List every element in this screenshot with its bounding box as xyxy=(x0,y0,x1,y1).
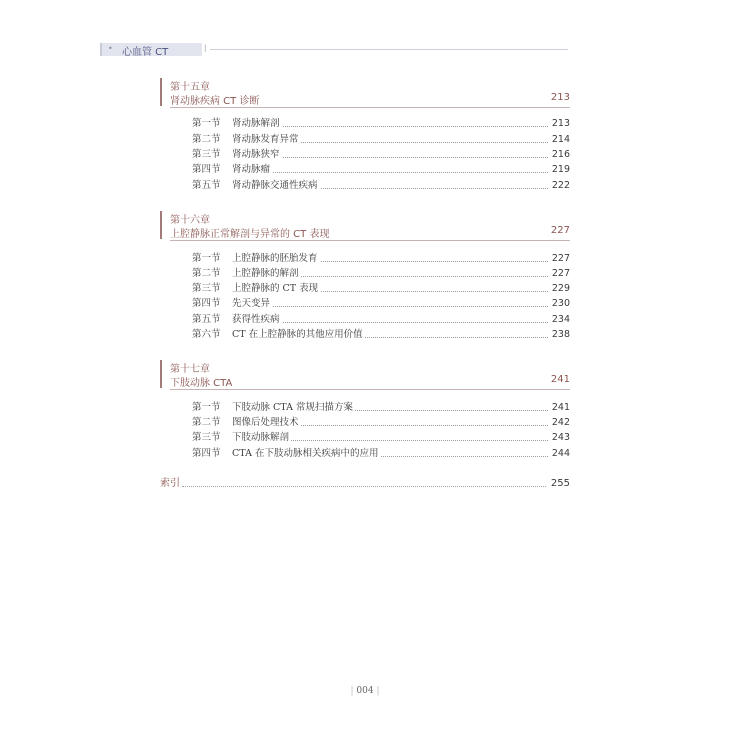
section-page: 219 xyxy=(551,164,570,175)
page-footer xyxy=(345,686,385,696)
section-title: 肾动脉发育异常 xyxy=(232,134,299,145)
toc-entry[interactable] xyxy=(192,447,570,461)
section-number: 第一节 xyxy=(192,253,221,264)
section-number: 第一节 xyxy=(192,402,221,413)
section-title: 上腔静脉的胚胎发育 xyxy=(232,253,318,264)
dot-leader xyxy=(232,172,548,173)
section-title: 肾动脉瘤 xyxy=(232,164,271,175)
section-title: 上腔静脉的 CT 表现 xyxy=(232,283,319,294)
page-number: 004 xyxy=(356,686,374,696)
chapter-number: 第十六章 xyxy=(170,215,210,226)
section-page: 227 xyxy=(551,253,570,264)
chapter-title[interactable]: 肾动脉疾病 CT 诊断 xyxy=(170,96,260,107)
index-page: 255 xyxy=(550,478,570,489)
toc-entry[interactable] xyxy=(192,179,570,193)
section-title: 图像后处理技术 xyxy=(232,417,299,428)
section-number: 第五节 xyxy=(192,314,221,325)
section-number: 第四节 xyxy=(192,164,221,175)
section-title: 肾动脉狭窄 xyxy=(232,149,280,160)
section-page: 222 xyxy=(551,180,570,191)
toc-entry[interactable] xyxy=(192,133,570,147)
index-label: 索引 xyxy=(160,478,180,489)
section-page: 230 xyxy=(551,298,570,309)
chapter-accent-bar xyxy=(160,78,162,106)
chapter-rule xyxy=(170,240,570,241)
index-entry[interactable] xyxy=(160,477,570,491)
dot-leader xyxy=(232,306,548,307)
chapter-heading xyxy=(160,211,570,241)
chapter-accent-bar xyxy=(160,360,162,388)
section-page: 244 xyxy=(551,448,570,459)
chapter-rule xyxy=(170,389,570,390)
toc-entry[interactable] xyxy=(192,252,570,266)
toc-entry[interactable] xyxy=(192,163,570,177)
chapter-heading xyxy=(160,78,570,108)
chapter-page: 213 xyxy=(550,92,570,103)
section-number: 第一节 xyxy=(192,118,221,129)
section-number: 第二节 xyxy=(192,134,221,145)
chapter-number: 第十五章 xyxy=(170,82,210,93)
toc-entry[interactable] xyxy=(192,313,570,327)
toc-entry[interactable] xyxy=(192,431,570,445)
chapter-rule xyxy=(170,107,570,108)
section-title: CTA 在下肢动脉相关疾病中的应用 xyxy=(232,448,379,459)
toc-entry[interactable] xyxy=(192,416,570,430)
chapter-accent-bar xyxy=(160,211,162,239)
header-bullet: • xyxy=(108,44,113,53)
book-title: 心血管 CT xyxy=(122,47,169,58)
section-number: 第四节 xyxy=(192,298,221,309)
chapter-heading xyxy=(160,360,570,390)
chapter-number: 第十七章 xyxy=(170,364,210,375)
chapter-title[interactable]: 上腔静脉正常解剖与异常的 CT 表现 xyxy=(170,229,330,240)
section-title: 肾动脉解剖 xyxy=(232,118,280,129)
section-number: 第六节 xyxy=(192,329,221,340)
toc-entry[interactable] xyxy=(192,297,570,311)
section-number: 第三节 xyxy=(192,149,221,160)
section-page: 243 xyxy=(551,432,570,443)
section-number: 第五节 xyxy=(192,180,221,191)
toc-entry[interactable] xyxy=(192,282,570,296)
section-page: 241 xyxy=(551,402,570,413)
section-page: 229 xyxy=(551,283,570,294)
section-page: 216 xyxy=(551,149,570,160)
footer-bracket-right: | xyxy=(376,686,380,696)
toc-entry[interactable] xyxy=(192,148,570,162)
toc-entry[interactable] xyxy=(192,401,570,415)
chapter-title[interactable]: 下肢动脉 CTA xyxy=(170,378,233,389)
toc-entry[interactable] xyxy=(192,117,570,131)
section-number: 第二节 xyxy=(192,268,221,279)
section-title: 上腔静脉的解剖 xyxy=(232,268,299,279)
header-tick: | xyxy=(204,44,207,52)
toc-entry[interactable] xyxy=(192,267,570,281)
toc-entry[interactable] xyxy=(192,328,570,342)
section-number: 第三节 xyxy=(192,432,221,443)
section-number: 第二节 xyxy=(192,417,221,428)
section-page: 227 xyxy=(551,268,570,279)
section-page: 213 xyxy=(551,118,570,129)
section-page: 234 xyxy=(551,314,570,325)
section-title: 下肢动脉 CTA 常规扫描方案 xyxy=(232,402,353,413)
header-rule xyxy=(210,49,568,50)
running-header xyxy=(100,43,568,57)
section-page: 214 xyxy=(551,134,570,145)
chapter-page: 227 xyxy=(550,225,570,236)
footer-bracket-left: | xyxy=(350,686,354,696)
section-title: 先天变异 xyxy=(232,298,271,309)
section-page: 238 xyxy=(551,329,570,340)
dot-leader xyxy=(182,486,546,487)
section-number: 第三节 xyxy=(192,283,221,294)
section-title: 获得性疾病 xyxy=(232,314,280,325)
section-title: CT 在上腔静脉的其他应用价值 xyxy=(232,329,363,340)
chapter-page: 241 xyxy=(550,374,570,385)
section-title: 肾动静脉交通性疾病 xyxy=(232,180,318,191)
section-title: 下肢动脉解剖 xyxy=(232,432,290,443)
section-number: 第四节 xyxy=(192,448,221,459)
section-page: 242 xyxy=(551,417,570,428)
